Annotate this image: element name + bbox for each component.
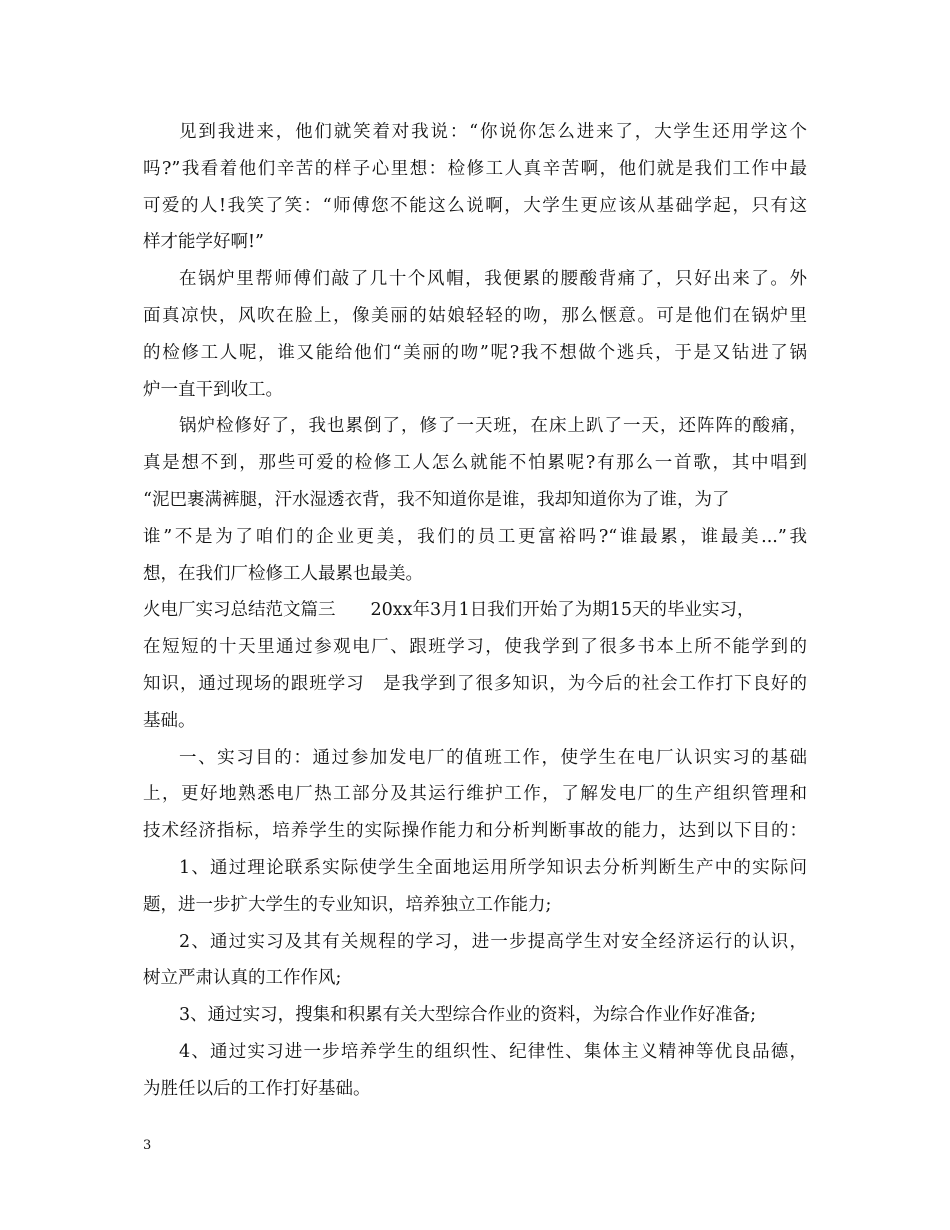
text-line: 题，进一步扩大学生的专业知识，培养独立工作能力; bbox=[143, 894, 552, 915]
text-line: 吗?”我看着他们辛苦的样子心里想：检修工人真辛苦啊，他们就是我们工作中最 bbox=[143, 158, 807, 179]
text-line: 的检修工人呢，谁又能给他们“美丽的吻”呢?我不想做个逃兵，于是又钻进了锅 bbox=[143, 342, 807, 363]
list-item-line: 2、通过实习及其有关规程的学习，进一步提高学生对安全经济运行的认识， bbox=[179, 931, 807, 952]
text-line: 真是想不到，那些可爱的检修工人怎么就能不怕累呢?有那么一首歌，其中唱到 bbox=[143, 453, 807, 474]
text-line: “泥巴裹满裤腿，汗水湿透衣背，我不知道你是谁，我却知道你为了谁，为了 bbox=[143, 489, 730, 510]
text-line: 基础。 bbox=[143, 710, 196, 731]
list-item-line: 1、通过理论联系实际使学生全面地运用所学知识去分析判断生产中的实际问 bbox=[179, 857, 807, 878]
text-line: 样才能学好啊!” bbox=[143, 232, 264, 253]
text-line: 为胜任以后的工作打好基础。 bbox=[143, 1078, 371, 1099]
list-item-line: 3、通过实习，搜集和积累有关大型综合作业的资料，为综合作业作好准备; bbox=[179, 1005, 757, 1026]
text-line: 见到我进来，他们就笑着对我说：“你说你怎么进来了，大学生还用学这个 bbox=[179, 122, 807, 142]
text-line: 技术经济指标，培养学生的实际操作能力和分析判断事故的能力，达到以下目的： bbox=[143, 821, 807, 842]
text-line: 谁”不是为了咱们的企业更美，我们的员工更富裕吗?“谁最累，谁最美...”我 bbox=[143, 526, 807, 547]
page-number: 3 bbox=[143, 1138, 152, 1153]
text-line: 锅炉检修好了，我也累倒了，修了一天班，在床上趴了一天，还阵阵的酸痛， bbox=[179, 416, 807, 437]
document-body bbox=[143, 114, 807, 1108]
section-heading-line: 火电厂实习总结范文篇三 20xx年3月1日我们开始了为期15天的毕业实习， bbox=[143, 600, 755, 621]
text-line: 在锅炉里帮师傅们敲了几十个风帽，我便累的腰酸背痛了，只好出来了。外 bbox=[179, 269, 807, 290]
text-line: 炉一直干到收工。 bbox=[143, 379, 283, 400]
text-line: 上，更好地熟悉电厂热工部分及其运行维护工作，了解发电厂的生产组织管理和 bbox=[143, 784, 807, 805]
text-line: 面真凉快，风吹在脸上，像美丽的姑娘轻轻的吻，那么惬意。可是他们在锅炉里 bbox=[143, 305, 807, 326]
text-line: 知识，通过现场的跟班学习 是我学到了很多知识，为今后的社会工作打下良好的 bbox=[143, 673, 807, 694]
text-line: 可爱的人!我笑了笑：“师傅您不能这么说啊，大学生更应该从基础学起，只有这 bbox=[143, 195, 807, 216]
text-line: 一、实习目的：通过参加发电厂的值班工作，使学生在电厂认识实习的基础 bbox=[179, 747, 807, 768]
text-line: 树立严肃认真的工作作风; bbox=[143, 968, 342, 989]
list-item-line: 4、通过实习进一步培养学生的组织性、纪律性、集体主义精神等优良品德， bbox=[179, 1041, 807, 1062]
text-line: 想，在我们厂检修工人最累也最美。 bbox=[143, 563, 423, 584]
text-line: 在短短的十天里通过参观电厂、跟班学习，使我学到了很多书本上所不能学到的 bbox=[143, 637, 807, 658]
